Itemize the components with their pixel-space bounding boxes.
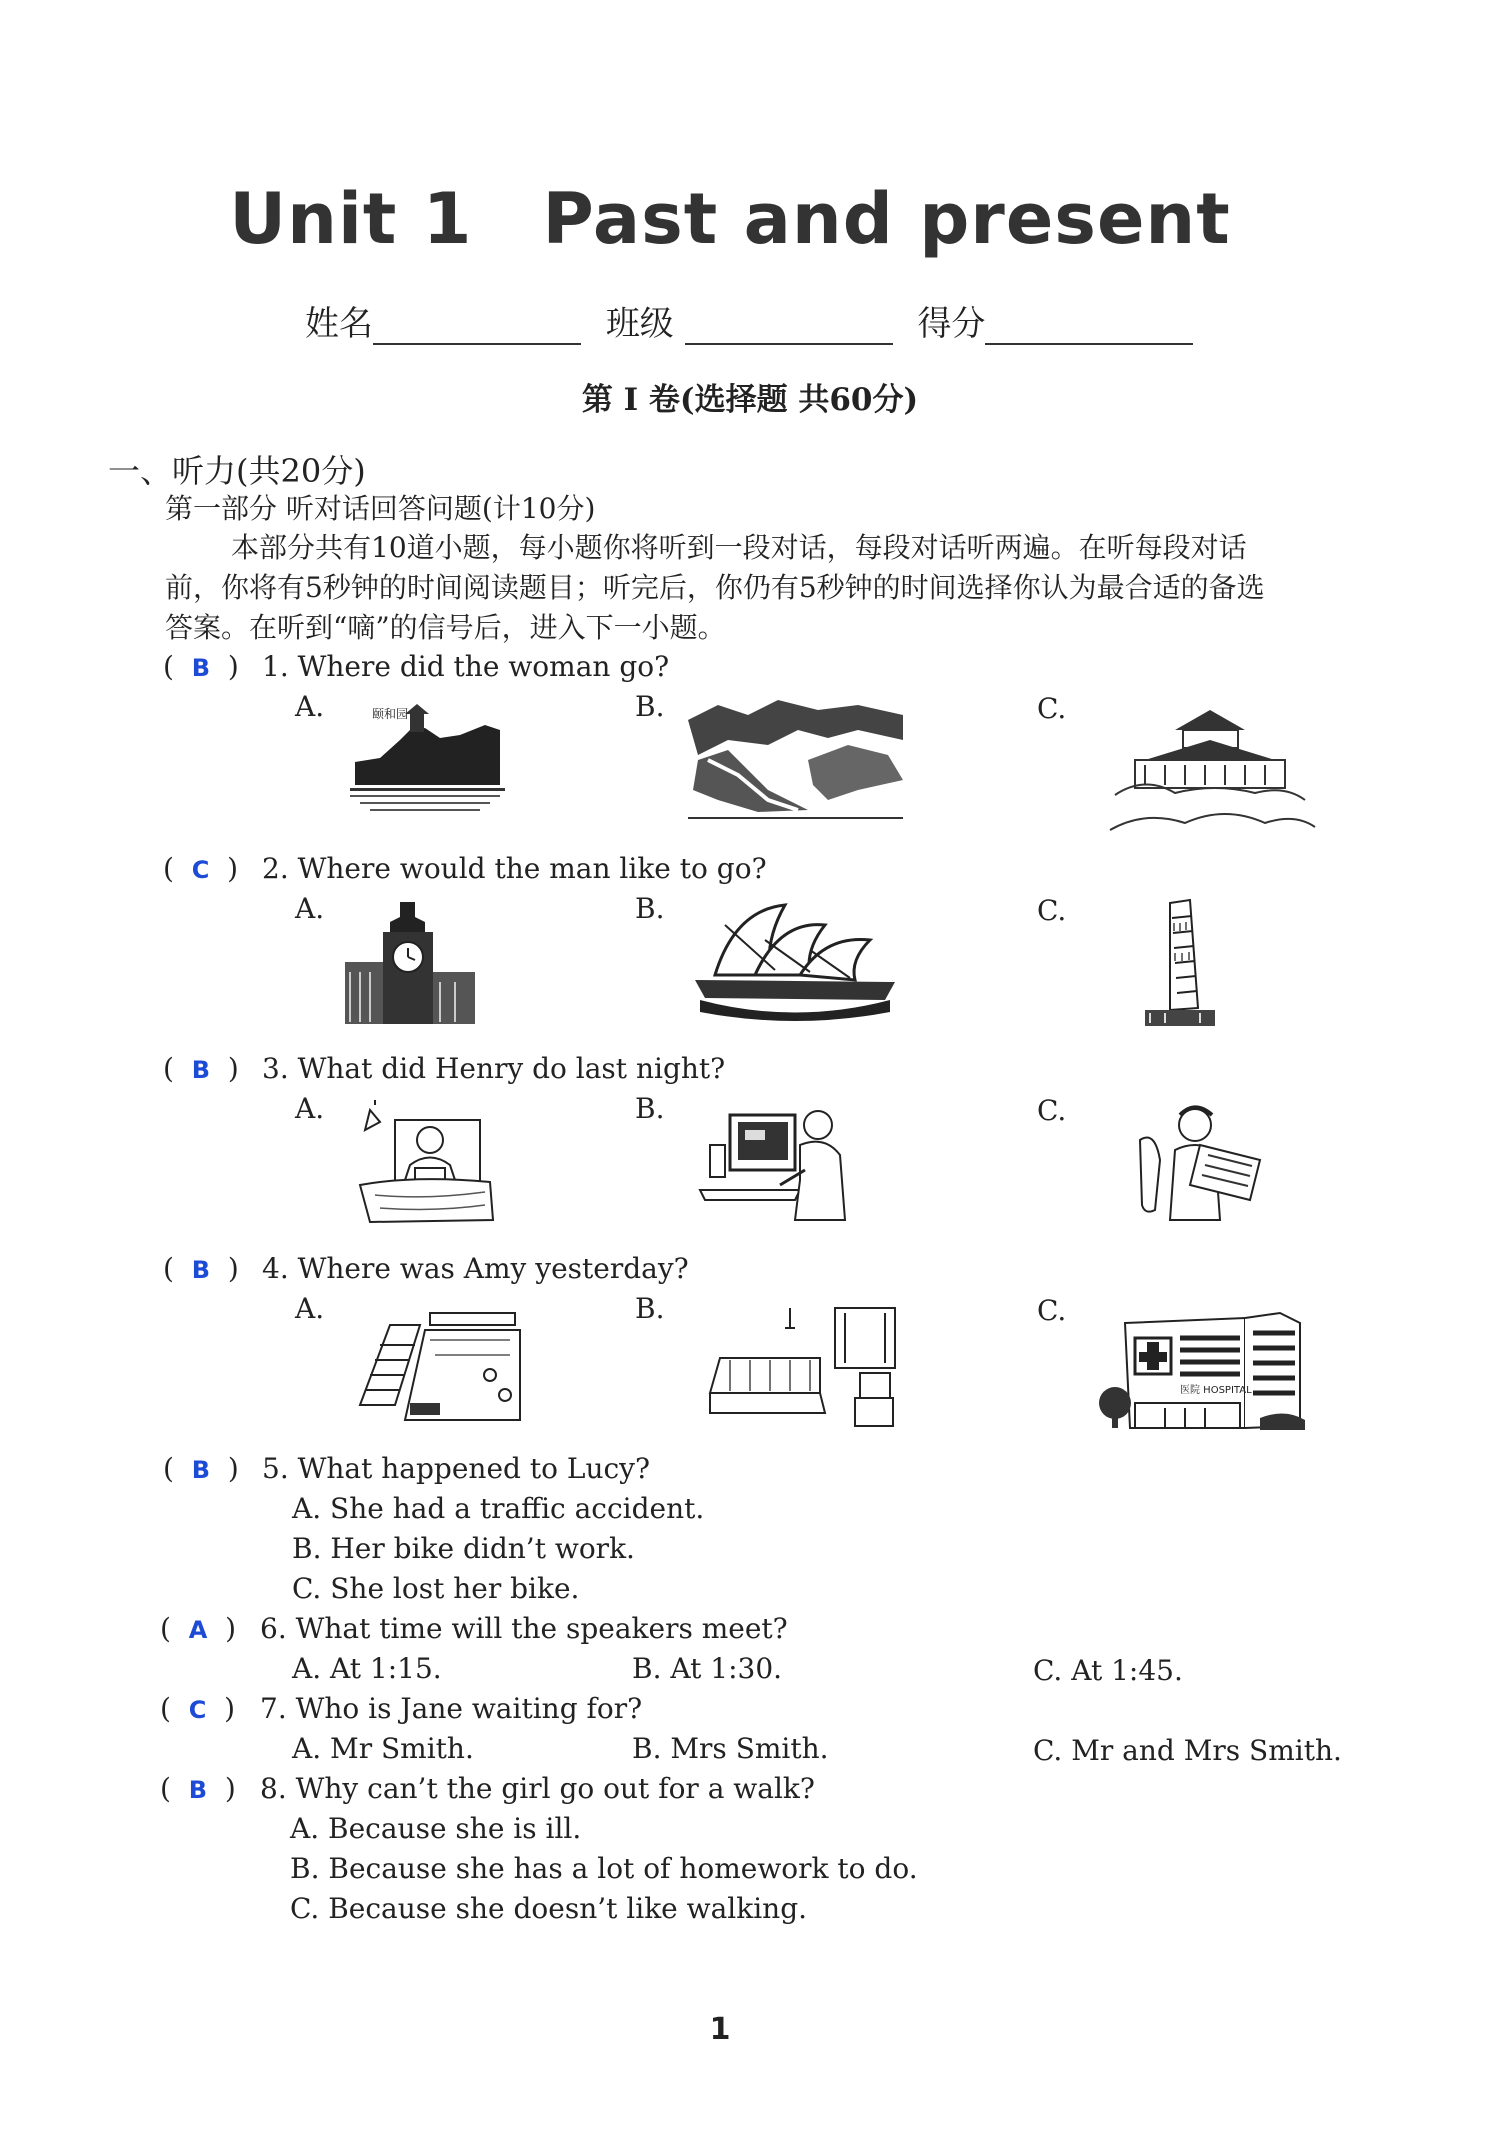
question-text: 1. Where did the woman go? bbox=[262, 650, 670, 683]
option-a: A. Mr Smith. bbox=[292, 1732, 474, 1765]
sydney-opera-house-picture bbox=[695, 900, 895, 1030]
class-label: 班级 bbox=[605, 304, 674, 344]
option-c-label: C. bbox=[1037, 1094, 1067, 1127]
unit-name: Past and present bbox=[542, 178, 1231, 260]
answer-letter: B bbox=[188, 1776, 208, 1804]
option-a: A. She had a traffic accident. bbox=[292, 1492, 705, 1525]
answer-letter: B bbox=[191, 654, 211, 682]
option-b: B. Because she has a lot of homework to do. bbox=[290, 1852, 918, 1885]
page-number: 1 bbox=[709, 2012, 731, 2047]
using-computer-picture bbox=[700, 1100, 850, 1225]
hospital-sign: 医院 HOSPITAL bbox=[1180, 1385, 1252, 1396]
option-a-label: A. bbox=[295, 690, 325, 723]
answer-letter: B bbox=[191, 1456, 211, 1484]
instructions-line-3: 答案。在听到“嘀”的信号后，进入下一小题。 bbox=[165, 611, 726, 644]
option-c: C. Mr and Mrs Smith. bbox=[1033, 1734, 1342, 1767]
unit-label: Unit 1 bbox=[229, 178, 473, 260]
option-c-label: C. bbox=[1037, 894, 1067, 927]
summer-palace-picture bbox=[350, 700, 505, 820]
hospital-picture bbox=[1095, 1308, 1310, 1438]
question-text: 7. Who is Jane waiting for? bbox=[260, 1692, 643, 1725]
question-text: 8. Why can’t the girl go out for a walk? bbox=[260, 1772, 815, 1805]
option-b: B. At 1:30. bbox=[632, 1652, 783, 1685]
answer-letter: B bbox=[191, 1256, 211, 1284]
answer-letter: C bbox=[188, 1696, 207, 1724]
answer-letter: B bbox=[191, 1056, 211, 1084]
class-blank[interactable] bbox=[685, 309, 893, 345]
question-text: 5. What happened to Lucy? bbox=[262, 1452, 650, 1485]
instructions-line-1: 本部分共有10道小题，每小题你将听到一段对话，每段对话听两遍。在听每段对话 bbox=[231, 531, 1247, 564]
option-a-label: A. bbox=[295, 1092, 325, 1125]
answer-box: ( A ) bbox=[160, 1612, 237, 1645]
question-text: 6. What time will the speakers meet? bbox=[260, 1612, 788, 1645]
question-text: 2. Where would the man like to go? bbox=[262, 852, 767, 885]
answer-letter: C bbox=[191, 856, 210, 884]
part-heading: 第一部分 听对话回答问题(计10分) bbox=[165, 492, 596, 525]
option-a-label: A. bbox=[295, 1292, 325, 1325]
leaning-tower-pisa-picture bbox=[1140, 898, 1220, 1028]
score-blank[interactable] bbox=[985, 309, 1193, 345]
answer-box: ( B ) bbox=[160, 1772, 236, 1805]
great-wall-picture bbox=[688, 700, 903, 820]
option-b: B. Her bike didn’t work. bbox=[292, 1532, 635, 1565]
option-c-label: C. bbox=[1037, 1294, 1067, 1327]
student-info-line bbox=[305, 296, 1207, 345]
reading-book-picture bbox=[1130, 1100, 1270, 1225]
option-b-label: B. bbox=[635, 1092, 665, 1125]
school-picture bbox=[350, 1305, 525, 1430]
option-b-label: B. bbox=[635, 892, 665, 925]
section-heading: 一、听力(共20分) bbox=[108, 452, 366, 490]
page-title bbox=[0, 178, 1460, 260]
option-c: C. Because she doesn’t like walking. bbox=[290, 1892, 808, 1925]
reading-in-bed-picture bbox=[355, 1100, 495, 1225]
answer-box: ( C ) bbox=[160, 1692, 236, 1725]
answer-box: ( B ) bbox=[163, 650, 239, 683]
question-text: 4. Where was Amy yesterday? bbox=[262, 1252, 689, 1285]
answer-letter: A bbox=[188, 1616, 208, 1644]
summer-palace-caption: 颐和园 bbox=[372, 707, 409, 721]
answer-box: ( B ) bbox=[163, 1252, 239, 1285]
option-b-label: B. bbox=[635, 690, 665, 723]
big-ben-picture bbox=[345, 902, 475, 1024]
name-label: 姓名 bbox=[305, 304, 373, 344]
question-text: 3. What did Henry do last night? bbox=[262, 1052, 726, 1085]
option-c: C. She lost her bike. bbox=[292, 1572, 580, 1605]
tiananmen-picture bbox=[1105, 705, 1320, 835]
option-b: B. Mrs Smith. bbox=[632, 1732, 829, 1765]
answer-box: ( B ) bbox=[163, 1052, 239, 1085]
name-blank[interactable] bbox=[373, 309, 581, 345]
option-a-label: A. bbox=[295, 892, 325, 925]
option-a: A. Because she is ill. bbox=[290, 1812, 582, 1845]
home-room-picture bbox=[710, 1298, 910, 1428]
option-a: A. At 1:15. bbox=[292, 1652, 442, 1685]
option-b-label: B. bbox=[635, 1292, 665, 1325]
instructions-line-2: 前，你将有5秒钟的时间阅读题目；听完后，你仍有5秒钟的时间选择你认为最合适的备选 bbox=[165, 571, 1265, 604]
volume-heading: 第 I 卷(选择题 共60分) bbox=[581, 382, 919, 418]
answer-box: ( B ) bbox=[163, 1452, 239, 1485]
answer-box: ( C ) bbox=[163, 852, 239, 885]
option-c-label: C. bbox=[1037, 692, 1067, 725]
option-c: C. At 1:45. bbox=[1033, 1654, 1183, 1687]
score-label: 得分 bbox=[917, 304, 986, 344]
